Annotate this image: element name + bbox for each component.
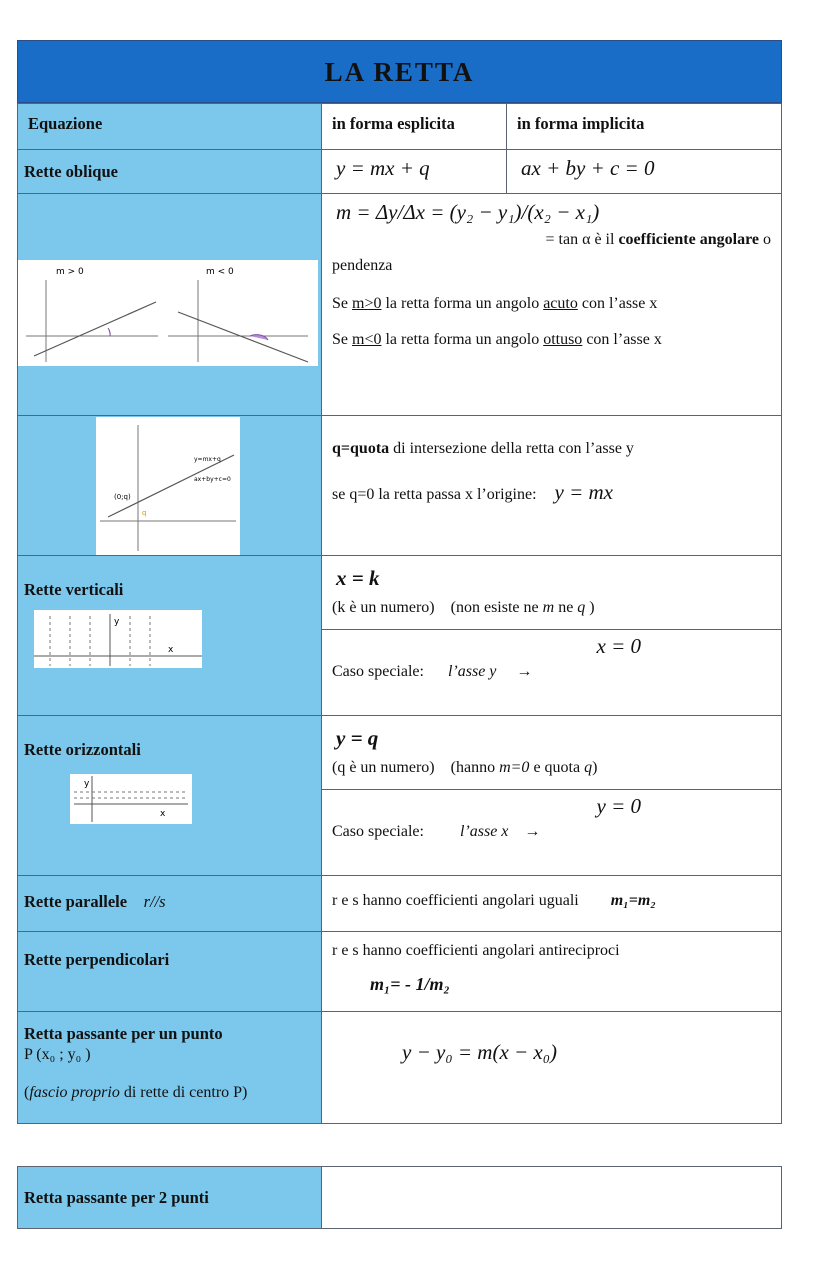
quota-fig-label-3: (0;q)	[114, 492, 131, 501]
vertical-fig-y: y	[114, 617, 120, 627]
quota-fig-label-4: q	[142, 508, 147, 517]
horizontal-arrow: →	[524, 823, 541, 840]
origin-equation: y = mx	[554, 480, 613, 504]
horizontal-special-axis: l’asse x	[459, 823, 509, 840]
parallel-label: Rette parallele	[24, 892, 128, 911]
coef-post: o	[763, 231, 771, 248]
neg-word: ottuso	[543, 331, 583, 348]
horizontal-special-equation: y = 0	[596, 794, 641, 818]
perpendicular-equation: m₁= - 1/m₂	[370, 974, 450, 994]
formula-sheet	[17, 40, 782, 1229]
slope-formula: m = Δy/Δx = (y₂ − y₁)/(x₂ − x₁)	[336, 200, 600, 224]
neg-pre: Se	[332, 331, 348, 348]
implicit-header: in forma implicita	[517, 114, 645, 133]
point-note-open: (	[24, 1084, 30, 1101]
coef-pre: è il	[594, 231, 615, 248]
vertical-equation: x = k	[336, 566, 380, 590]
vertical-note-mid: ne	[558, 599, 574, 616]
horizontal-special-label: Caso speciale:	[332, 823, 424, 840]
vertical-fig-x: x	[168, 645, 174, 655]
quota-bold: q=quota	[332, 440, 390, 457]
horizontal-note-2: (hanno	[450, 759, 496, 776]
quota-text: di intersezione della retta con l’asse y	[393, 440, 634, 457]
point-note-italic: fascio proprio	[29, 1084, 120, 1101]
horizontal-figure	[18, 768, 321, 830]
coef-bold: coefficiente angolare	[618, 231, 759, 248]
vertical-arrow: →	[516, 663, 533, 680]
tan-alpha: = tan α	[545, 231, 591, 248]
two-points-label: Retta passante per 2 punti	[24, 1187, 209, 1207]
perpendicular-label: Rette perpendicolari	[24, 950, 170, 969]
vertical-note-1: (k è un numero)	[332, 599, 435, 616]
vertical-note-q: q	[577, 599, 586, 616]
pos-pre: Se	[332, 295, 348, 312]
pos-cond: m>0	[352, 295, 382, 312]
vertical-special-axis: l’asse y	[447, 663, 497, 680]
equation-header: Equazione	[28, 114, 103, 133]
horizontal-label: Rette orizzontali	[24, 740, 141, 759]
parallel-text: r e s hanno coefficienti angolari uguali	[332, 892, 579, 909]
horizontal-fig-y: y	[84, 779, 90, 789]
pos-word: acuto	[543, 295, 578, 312]
slope-fig-left-label: m > 0	[56, 266, 84, 277]
neg-cond: m<0	[352, 331, 382, 348]
vertical-figure	[18, 608, 321, 670]
horizontal-note-q: q	[584, 759, 593, 776]
vertical-note-end: )	[589, 599, 595, 616]
horizontal-note-1: (q è un numero)	[332, 759, 435, 776]
horizontal-fig-x: x	[160, 809, 166, 819]
quota-fig-label-1: y=mx+q	[194, 455, 221, 463]
two-points-table	[17, 1166, 782, 1229]
point-label: Retta passante per un punto	[24, 1024, 223, 1043]
slope-figure	[18, 240, 321, 370]
pendenza-text: pendenza	[332, 257, 393, 274]
vertical-special-label: Caso speciale:	[332, 663, 424, 680]
point-equation: y − y₀ = m(x − x₀)	[402, 1040, 558, 1064]
quota-fig-label-2: ax+by+c=0	[194, 475, 231, 483]
horizontal-note-mid: e quota	[533, 759, 581, 776]
neg-mid: la retta forma un angolo	[385, 331, 540, 348]
pos-post: con l’asse x	[581, 295, 658, 312]
page-title: LA RETTA	[17, 40, 782, 103]
parallel-symbol: r//s	[143, 892, 166, 911]
horizontal-note-m: m=0	[499, 759, 530, 776]
implicit-equation: ax + by + c = 0	[521, 156, 655, 180]
oblique-label: Rette oblique	[24, 162, 118, 181]
slope-fig-right-label: m < 0	[206, 266, 234, 277]
origin-text: se q=0 la retta passa x l’origine:	[332, 486, 537, 503]
point-note-rest: di rette di centro P)	[123, 1084, 248, 1101]
quota-figure	[18, 417, 321, 555]
vertical-label: Rette verticali	[24, 580, 124, 599]
horizontal-equation: y = q	[336, 726, 379, 750]
formula-table	[17, 103, 782, 1124]
explicit-equation: y = mx + q	[336, 156, 430, 180]
vertical-note-2: (non esiste ne	[450, 599, 539, 616]
perpendicular-text: r e s hanno coefficienti angolari antireciproci	[332, 942, 620, 959]
point-coords: P (x₀ ; y₀ )	[24, 1046, 91, 1063]
vertical-note-m: m	[542, 599, 555, 616]
two-points-formula-cell	[322, 1167, 782, 1229]
pos-mid: la retta forma un angolo	[385, 295, 540, 312]
parallel-equation: m₁=m₂	[610, 892, 656, 909]
explicit-header: in forma esplicita	[332, 114, 455, 133]
horizontal-note-end: )	[592, 759, 598, 776]
neg-post: con l’asse x	[586, 331, 662, 348]
vertical-special-equation: x = 0	[596, 634, 641, 658]
